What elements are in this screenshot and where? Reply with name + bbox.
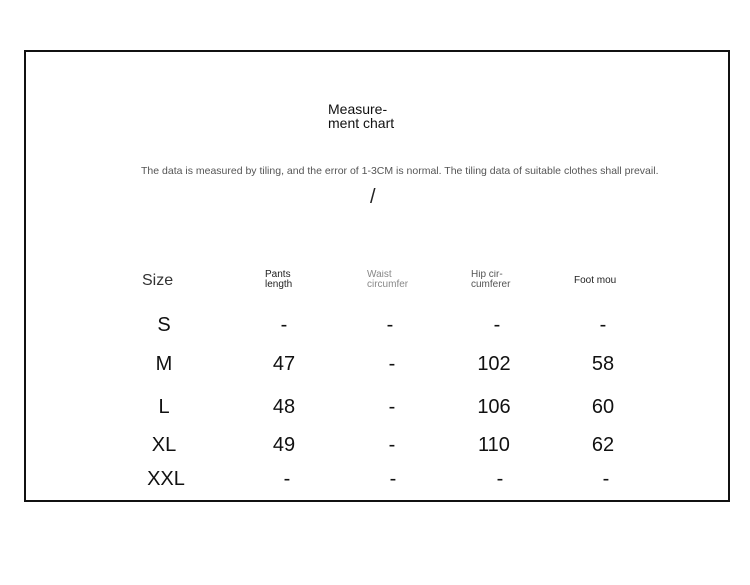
cell-waist: - <box>388 396 396 418</box>
cell-pants: 47 <box>272 353 296 375</box>
cell-pants: - <box>280 314 288 336</box>
header-waist <box>367 270 415 290</box>
cell-pants: 49 <box>272 434 296 456</box>
cell-hip: - <box>496 468 504 490</box>
cell-size: XL <box>151 434 177 456</box>
cell-pants: - <box>283 468 291 490</box>
cell-hip: 102 <box>477 353 511 375</box>
header-hip-line2: cumferer <box>471 279 511 290</box>
chart-title <box>328 102 448 130</box>
header-hip <box>471 270 519 290</box>
header-pants-length <box>265 270 305 290</box>
cell-foot: 58 <box>591 353 615 375</box>
cell-foot: - <box>602 468 610 490</box>
cell-size: L <box>158 396 170 418</box>
cell-waist: - <box>389 468 397 490</box>
header-waist-line1: Waist <box>367 270 392 280</box>
cell-waist: - <box>388 434 396 456</box>
measurement-note: The data is measured by tiling, and the error of 1-3CM is normal. The tiling data of suitable clothes shall prevail. <box>141 165 659 177</box>
cell-hip: 110 <box>478 434 510 456</box>
cell-foot: - <box>599 314 607 336</box>
header-foot: Foot mou <box>574 276 617 286</box>
separator-slash: / <box>370 186 376 208</box>
header-size: Size <box>142 272 174 289</box>
cell-hip: - <box>493 314 501 336</box>
title-line-2: ment chart <box>328 115 395 131</box>
cell-foot: 60 <box>591 396 615 418</box>
cell-size: XXL <box>147 468 185 490</box>
cell-pants: 48 <box>272 396 296 418</box>
header-pants-length-line1: Pants <box>265 270 291 280</box>
cell-foot: 62 <box>591 434 615 456</box>
cell-waist: - <box>386 314 394 336</box>
title-line-1: Measure- <box>328 101 388 117</box>
header-pants-length-line2: length <box>265 279 293 290</box>
header-hip-line1: Hip cir- <box>471 270 503 280</box>
header-waist-line2: circumfer <box>367 279 409 290</box>
cell-size: M <box>155 353 173 375</box>
cell-waist: - <box>388 353 396 375</box>
cell-size: S <box>157 314 171 336</box>
cell-hip: 106 <box>477 396 511 418</box>
